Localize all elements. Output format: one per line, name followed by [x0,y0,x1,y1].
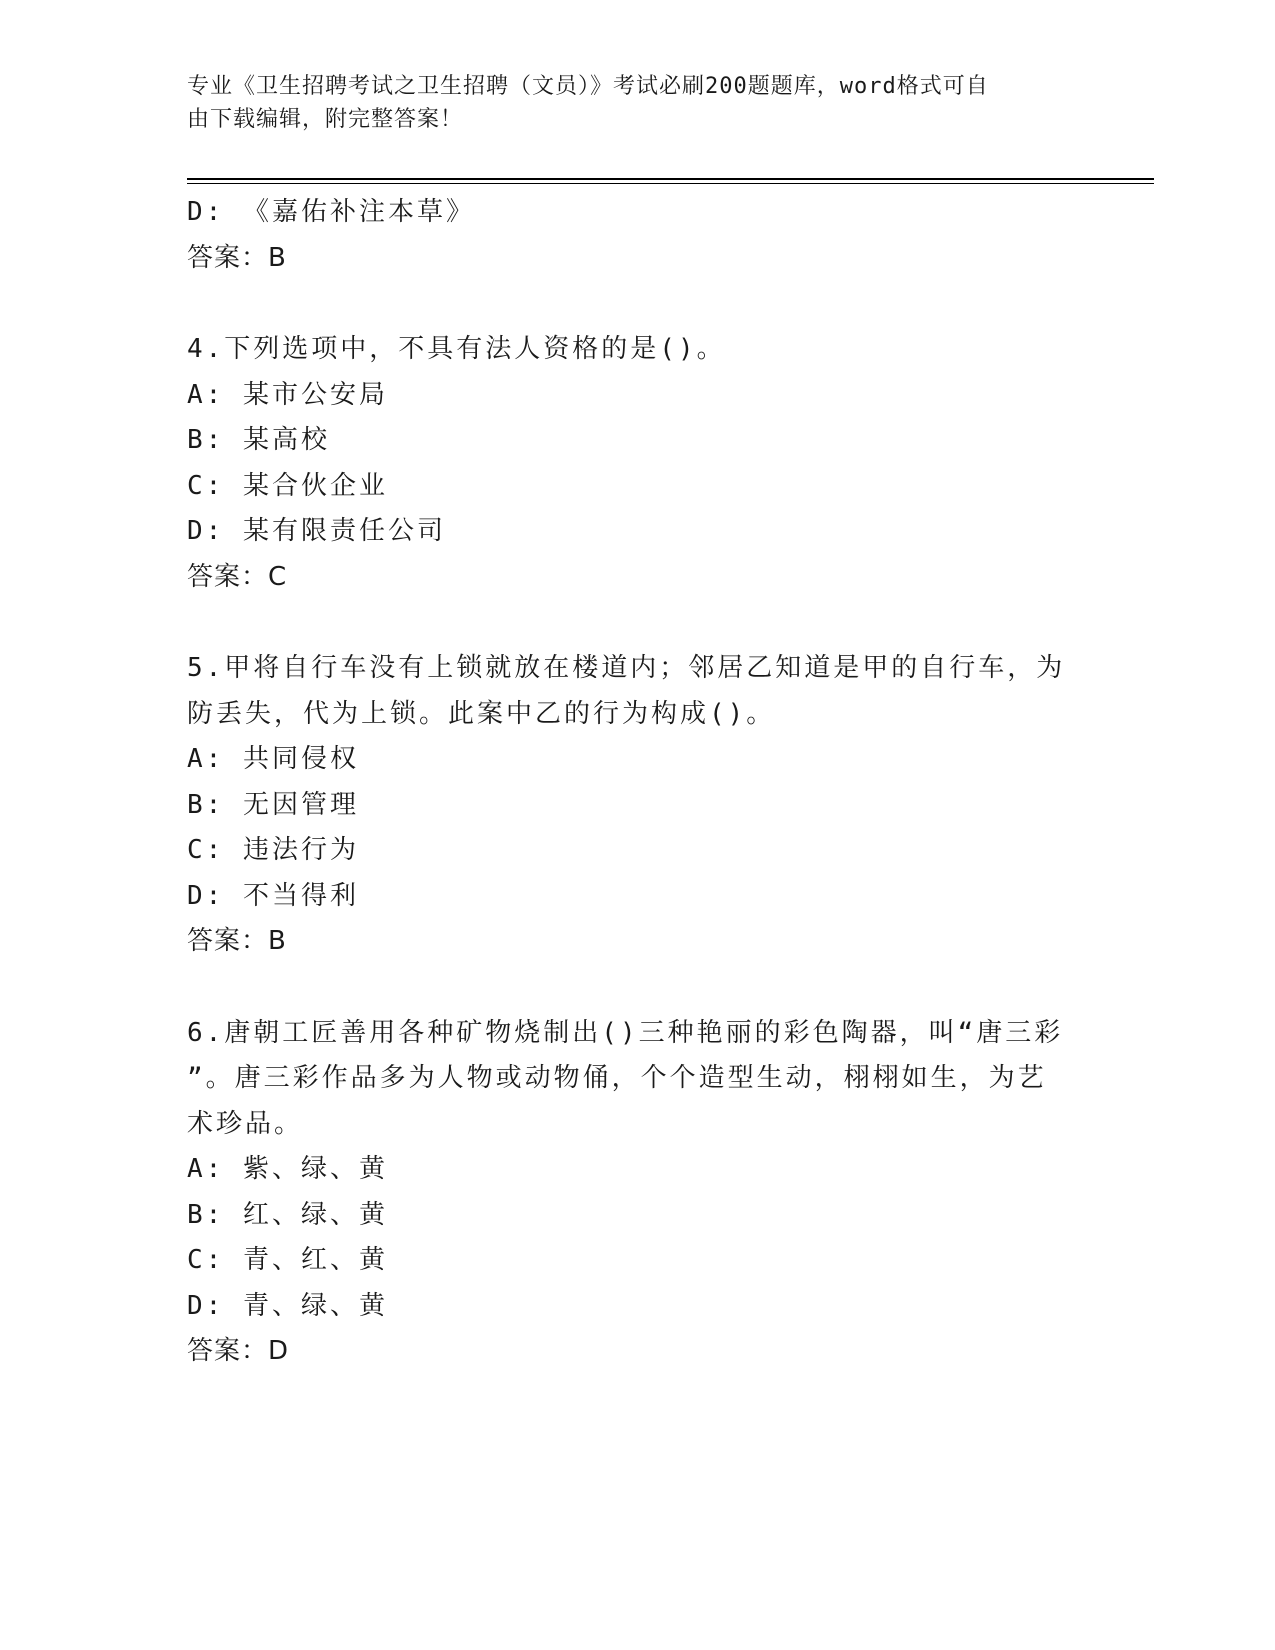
spacer [187,281,1067,327]
option-b: B: 红、绿、黄 [187,1199,388,1230]
option-c: C: 某合伙企业 [187,470,388,501]
answer-line: 答案：B [187,926,287,956]
option-c: C: 青、红、黄 [187,1245,388,1275]
answer-line: 答案：C [187,561,288,592]
header-title-line-2: 由下载编辑，附完整答案！ [187,107,464,132]
question-content [187,190,1067,1375]
question-text-line-2: 防丢失，代为上锁。此案中乙的行为构成()。 [187,698,776,729]
spacer [187,965,1067,1011]
question-text-line-3: 术珍品。 [187,1108,304,1139]
option-d: D: 某有限责任公司 [187,516,446,546]
option-a: A: 共同侵权 [187,744,359,774]
option-b: B: 某高校 [187,425,330,455]
option-d: D: 青、绿、黄 [187,1290,388,1321]
answer-line: 答案：D [187,1336,290,1366]
header-title-line-1: 专业《卫生招聘考试之卫生招聘（文员）》考试必刷200题题库，word格式可自 [187,74,989,99]
question-text-line-1: 5.甲将自行车没有上锁就放在楼道内；邻居乙知道是甲的自行车，为 [187,653,1066,683]
option-a: A: 紫、绿、黄 [187,1154,388,1184]
question-text-line-1: 6.唐朝工匠善用各种矿物烧制出()三种艳丽的彩色陶器，叫“唐三彩 [187,1017,1064,1048]
header-divider-thin [187,183,1154,184]
option-c: C: 违法行为 [187,835,359,865]
previous-question-tail [187,190,1067,281]
question-text: 4.下列选项中，不具有法人资格的是()。 [187,334,726,364]
question-4 [187,327,1067,600]
spacer [187,600,1067,646]
question-6 [187,1011,1067,1375]
document-header [187,70,1067,136]
question-5 [187,646,1067,965]
option-d: D: 不当得利 [187,880,359,911]
option-d: D: 《嘉佑补注本草》 [187,197,475,227]
option-b: B: 无因管理 [187,789,359,820]
answer-line: 答案：B [187,242,287,273]
header-divider-thick [187,178,1154,180]
question-text-line-2: ”。唐三彩作品多为人物或动物俑，个个造型生动，栩栩如生，为艺 [187,1063,1047,1093]
option-a: A: 某市公安局 [187,379,388,410]
